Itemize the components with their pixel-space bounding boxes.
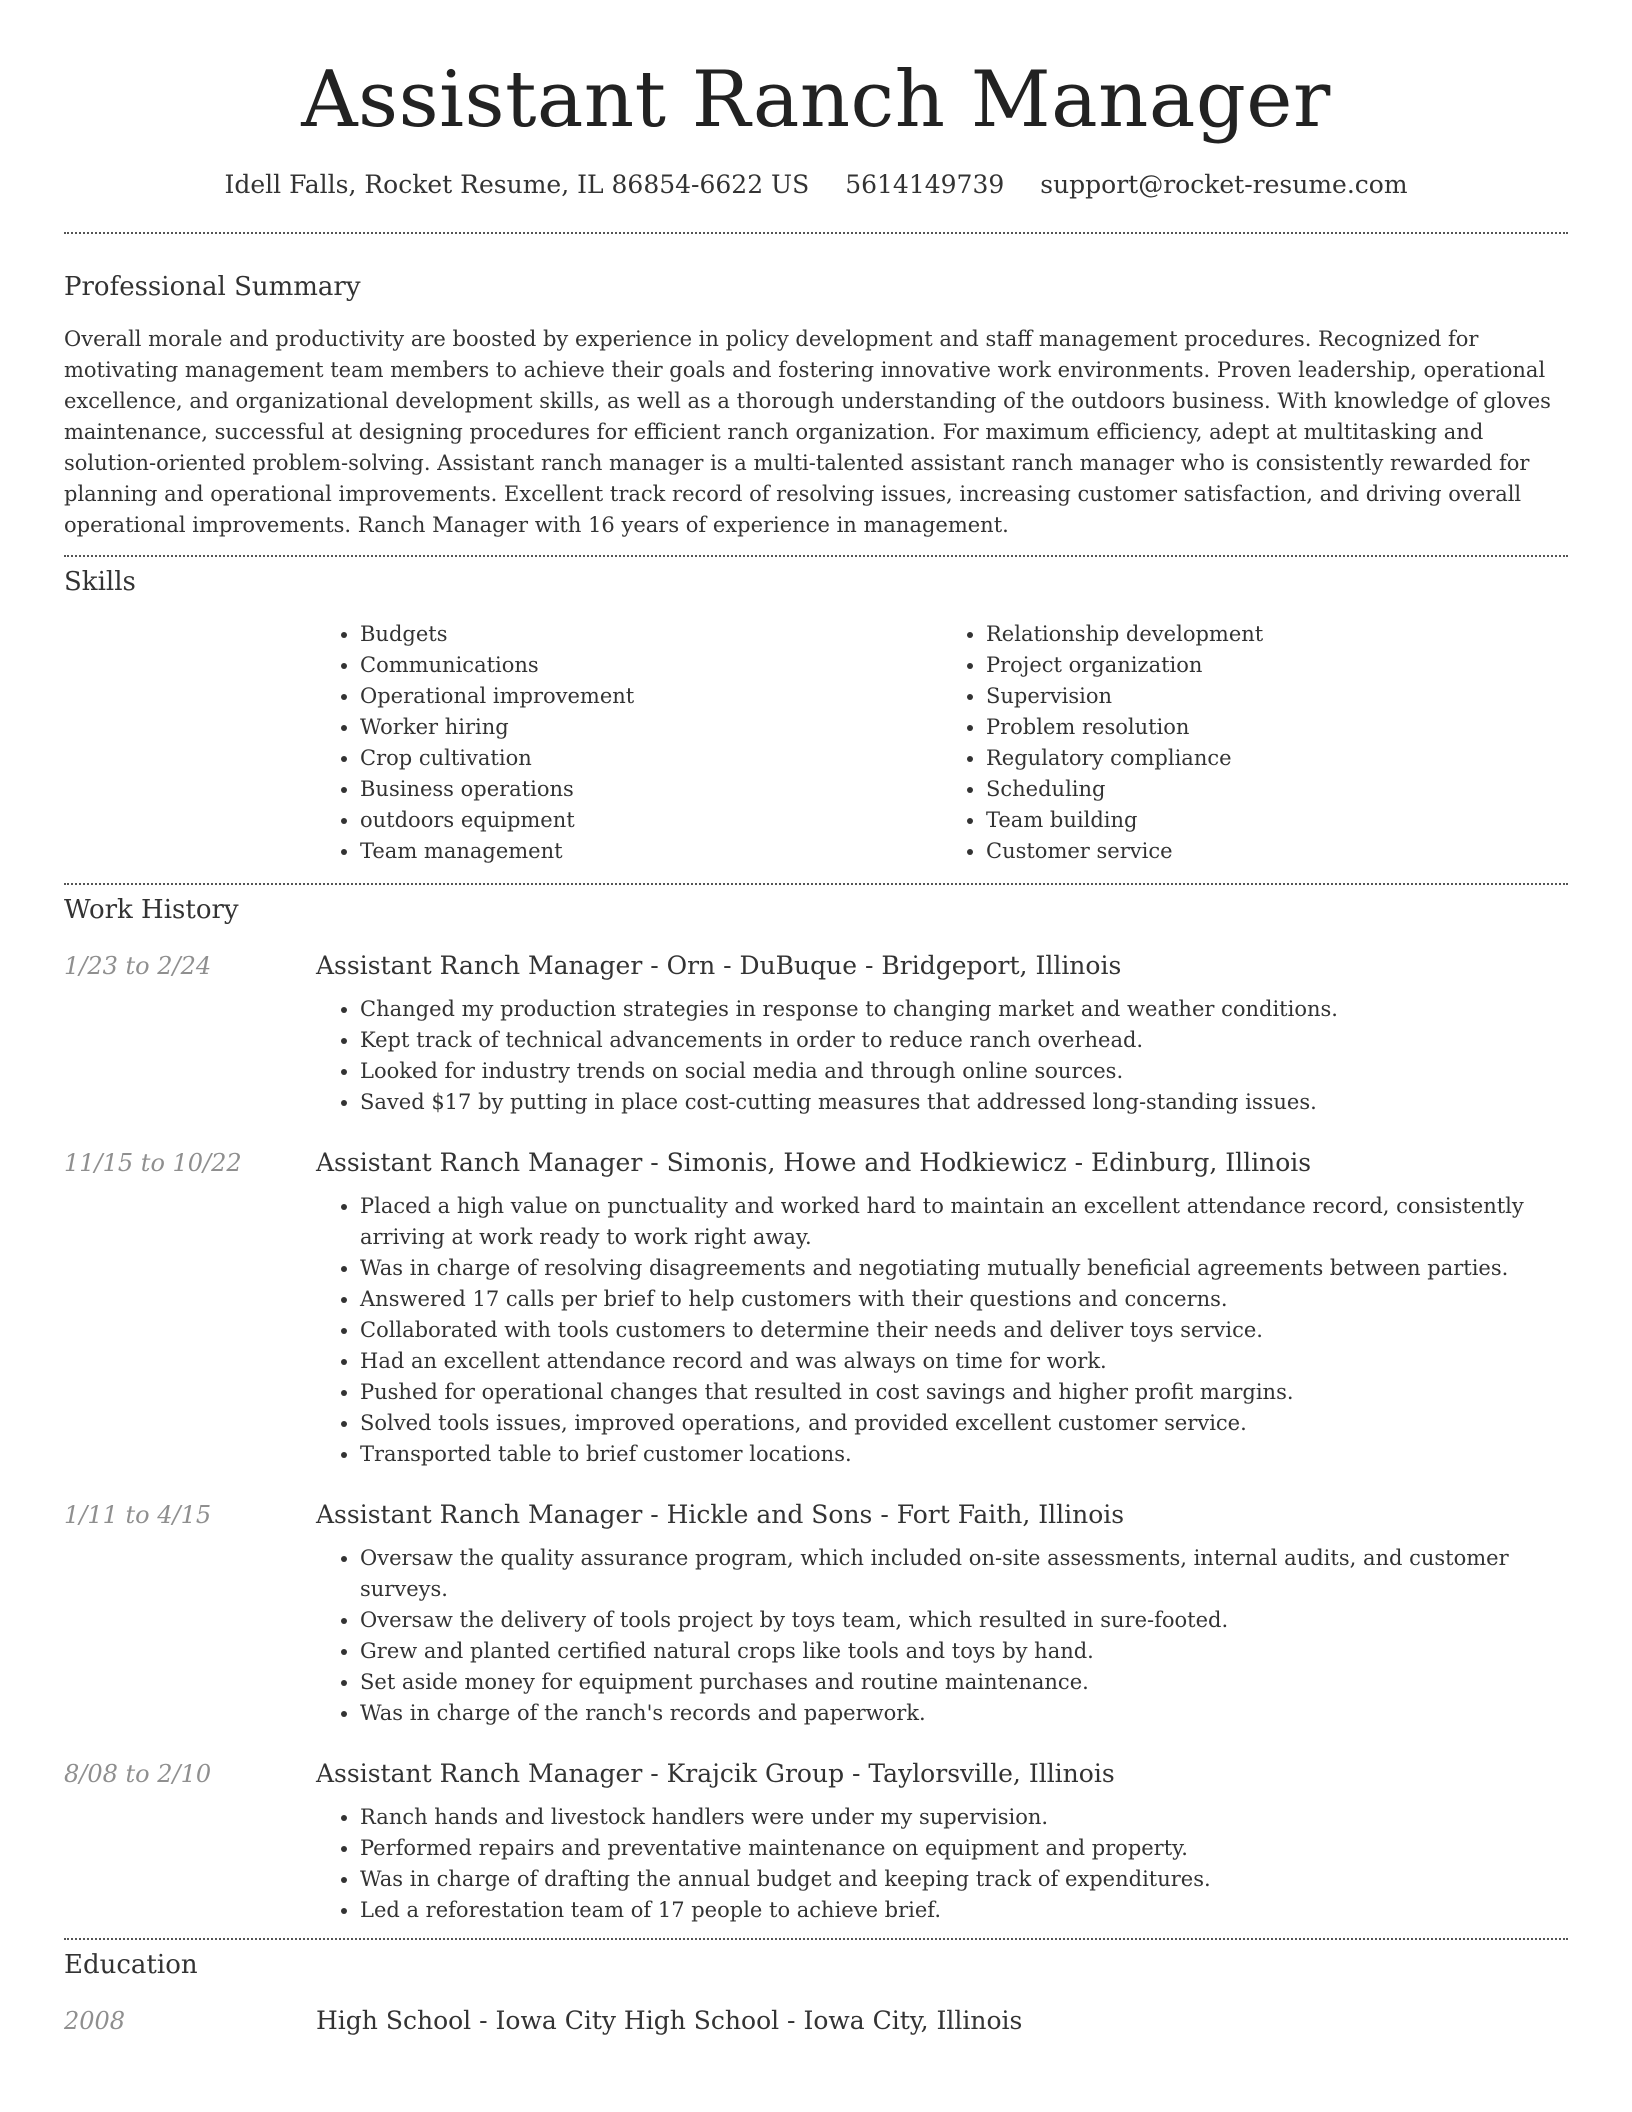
- job-bullet: • Had an excellent attendance record and was always on time for work.: [360, 1346, 1568, 1377]
- job-entry: [64, 1148, 1568, 1470]
- job-header: [64, 951, 1568, 980]
- job-header: [64, 1759, 1568, 1788]
- summary-text: Overall morale and productivity are boosted by experience in policy development and staff management procedures. Recognized for motivating management team members to achieve their goals and fostering innovative work environments. Proven leadership, operational excellence, and organizational development skills, as well as a thorough understanding of the outdoors business. With knowledge of gloves maintenance, successful at designing procedures for efficient ranch organization. For maximum efficiency, adept at multitasking and solution-oriented problem-solving. Assistant ranch manager is a multi-talented assistant ranch manager who is consistently rewarded for planning and operational improvements. Excellent track record of resolving issues, increasing customer satisfaction, and driving overall operational improvements. Ranch Manager with 16 years of experience in management.: [64, 327, 1551, 537]
- job-bullet: • Collaborated with tools customers to determine their needs and deliver toys service.: [360, 1315, 1568, 1346]
- work-history-section: [64, 885, 1568, 1938]
- job-bullet: • Answered 17 calls per brief to help customers with their questions and concerns.: [360, 1284, 1568, 1315]
- candidate-name: Assistant Ranch Manager: [301, 55, 1331, 145]
- education-section: [64, 1940, 1568, 2035]
- professional-summary-section: [64, 234, 1568, 555]
- job-bullet: • Led a reforestation team of 17 people to achieve brief.: [360, 1895, 1568, 1926]
- job-dates: 11/15 to 10/22: [64, 1149, 242, 1177]
- skill-item: • Team management: [360, 836, 942, 867]
- job-dates: 1/11 to 4/15: [64, 1501, 212, 1529]
- job-bullet: • Changed my production strategies in response to changing market and weather conditions.: [360, 994, 1568, 1025]
- skill-item: • Worker hiring: [360, 712, 942, 743]
- job-bullet: • Was in charge of the ranch's records and paperwork.: [360, 1698, 1568, 1729]
- job-bullet: • Placed a high value on punctuality and worked hard to maintain an excellent attendance record, consistently arriving at work ready to work right away.: [360, 1191, 1568, 1253]
- contact-phone: 5614149739: [845, 170, 1005, 199]
- job-entry: [64, 1500, 1568, 1729]
- job-title: Assistant Ranch Manager - Simonis, Howe and Hodkiewicz - Edinburg, Illinois: [316, 1148, 1312, 1177]
- skills-section: [64, 557, 1568, 883]
- job-bullet: • Was in charge of resolving disagreements and negotiating mutually beneficial agreements between parties.: [360, 1253, 1568, 1284]
- section-title-summary: Professional Summary: [64, 272, 361, 302]
- contact-line: [64, 168, 1568, 202]
- skill-item: • Scheduling: [986, 774, 1568, 805]
- section-title-education: Education: [64, 1950, 198, 1980]
- contact-email: support@rocket-resume.com: [1040, 170, 1408, 199]
- skill-item: • Business operations: [360, 774, 942, 805]
- skills-list-left: [316, 619, 942, 867]
- skill-item: • Communications: [360, 650, 942, 681]
- job-entry: [64, 951, 1568, 1118]
- education-title: High School - Iowa City High School - Iowa City, Illinois: [316, 2006, 1023, 2035]
- job-bullet: • Kept track of technical advancements in order to reduce ranch overhead.: [360, 1025, 1568, 1056]
- job-bullet: • Was in charge of drafting the annual budget and keeping track of expenditures.: [360, 1864, 1568, 1895]
- skills-list-right: [942, 619, 1568, 867]
- resume-header: [64, 0, 1568, 202]
- job-title: Assistant Ranch Manager - Hickle and Sons - Fort Faith, Illinois: [316, 1500, 1125, 1529]
- job-header: [64, 1148, 1568, 1177]
- job-bullet: • Oversaw the quality assurance program, which included on-site assessments, internal audits, and customer surveys.: [360, 1543, 1568, 1605]
- job-bullets: [316, 1802, 1568, 1926]
- education-header: [64, 2006, 1568, 2035]
- skill-item: • Crop cultivation: [360, 743, 942, 774]
- contact-address: Idell Falls, Rocket Resume, IL 86854-6622 US: [224, 170, 810, 199]
- job-bullet: • Set aside money for equipment purchases and routine maintenance.: [360, 1667, 1568, 1698]
- job-bullet: • Saved $17 by putting in place cost-cutting measures that addressed long-standing issues.: [360, 1087, 1568, 1118]
- job-dates: 8/08 to 2/10: [64, 1760, 212, 1788]
- job-bullet: • Ranch hands and livestock handlers were under my supervision.: [360, 1802, 1568, 1833]
- skill-item: • Operational improvement: [360, 681, 942, 712]
- skill-item: • Team building: [986, 805, 1568, 836]
- education-entry: [64, 2006, 1568, 2035]
- job-bullet: • Grew and planted certified natural crops like tools and toys by hand.: [360, 1636, 1568, 1667]
- section-title-work: Work History: [64, 895, 239, 925]
- skill-item: • Problem resolution: [986, 712, 1568, 743]
- job-bullets: [316, 1191, 1568, 1470]
- job-dates: 1/23 to 2/24: [64, 952, 212, 980]
- skill-item: • Supervision: [986, 681, 1568, 712]
- job-bullet: • Transported table to brief customer locations.: [360, 1439, 1568, 1470]
- skill-item: • Relationship development: [986, 619, 1568, 650]
- job-bullet: • Solved tools issues, improved operations, and provided excellent customer service.: [360, 1408, 1568, 1439]
- section-title-skills: Skills: [64, 567, 136, 597]
- job-bullets: [316, 994, 1568, 1118]
- job-bullet: • Looked for industry trends on social media and through online sources.: [360, 1056, 1568, 1087]
- skill-item: • outdoors equipment: [360, 805, 942, 836]
- job-entry: [64, 1759, 1568, 1926]
- skills-columns: [316, 619, 1568, 867]
- job-header: [64, 1500, 1568, 1529]
- education-dates: 2008: [64, 2007, 126, 2035]
- job-bullet: • Oversaw the delivery of tools project by toys team, which resulted in sure-footed.: [360, 1605, 1568, 1636]
- job-title: Assistant Ranch Manager - Krajcik Group - Taylorsville, Illinois: [316, 1759, 1115, 1788]
- skill-item: • Budgets: [360, 619, 942, 650]
- job-title: Assistant Ranch Manager - Orn - DuBuque - Bridgeport, Illinois: [316, 951, 1122, 980]
- skill-item: • Project organization: [986, 650, 1568, 681]
- job-bullet: • Pushed for operational changes that resulted in cost savings and higher profit margins.: [360, 1377, 1568, 1408]
- skill-item: • Customer service: [986, 836, 1568, 867]
- skill-item: • Regulatory compliance: [986, 743, 1568, 774]
- job-bullet: • Performed repairs and preventative maintenance on equipment and property.: [360, 1833, 1568, 1864]
- job-bullets: [316, 1543, 1568, 1729]
